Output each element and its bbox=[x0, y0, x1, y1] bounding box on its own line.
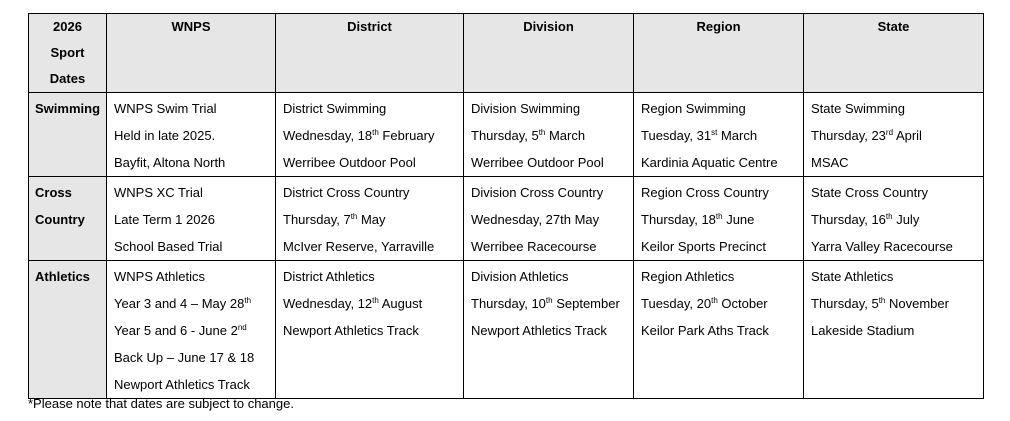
state-ath-date: Thursday, 5th November bbox=[811, 296, 949, 311]
wnps-ath-venue: Newport Athletics Track bbox=[114, 377, 250, 392]
state-xc-title: State Cross Country bbox=[811, 185, 929, 200]
header-row bbox=[29, 14, 984, 93]
row-label-swimming: Swimming bbox=[29, 93, 107, 177]
wnps-xc-title: WNPS XC Trial bbox=[114, 185, 203, 200]
state-ath-title: State Athletics bbox=[811, 269, 894, 284]
division-ath-date: Thursday, 10th September bbox=[471, 296, 620, 311]
row-cross-country bbox=[29, 177, 984, 261]
state-swim-title: State Swimming bbox=[811, 101, 905, 116]
header-division: Division bbox=[464, 14, 634, 93]
row-label-athletics: Athletics bbox=[29, 261, 107, 399]
cell-swimming-district bbox=[276, 93, 464, 177]
state-swim-date: Thursday, 23rd April bbox=[811, 128, 922, 143]
wnps-xc-date: Late Term 1 2026 bbox=[114, 212, 215, 227]
cell-swimming-state bbox=[804, 93, 984, 177]
cell-athletics-region bbox=[634, 261, 804, 399]
wnps-swim-title: WNPS Swim Trial bbox=[114, 101, 217, 116]
region-ath-date: Tuesday, 20th October bbox=[641, 296, 768, 311]
district-swim-date: Wednesday, 18th February bbox=[283, 128, 435, 143]
district-xc-title: District Cross Country bbox=[283, 185, 410, 200]
header-wnps: WNPS bbox=[107, 14, 276, 93]
region-swim-title: Region Swimming bbox=[641, 101, 746, 116]
region-xc-date: Thursday, 18th June bbox=[641, 212, 755, 227]
wnps-ath-backup: Back Up – June 17 & 18 bbox=[114, 350, 255, 365]
cell-xc-district bbox=[276, 177, 464, 261]
region-xc-venue: Keilor Sports Precinct bbox=[641, 239, 766, 254]
region-ath-title: Region Athletics bbox=[641, 269, 735, 284]
cell-athletics-state bbox=[804, 261, 984, 399]
header-year: 2026 bbox=[53, 19, 82, 34]
wnps-ath-year34: Year 3 and 4 – May 28th bbox=[114, 296, 252, 311]
region-ath-venue: Keilor Park Aths Track bbox=[641, 323, 769, 338]
sport-dates-table bbox=[28, 13, 984, 399]
sport-dates-table-container bbox=[28, 13, 983, 399]
cell-xc-state bbox=[804, 177, 984, 261]
wnps-swim-date: Held in late 2025. bbox=[114, 128, 216, 143]
cell-swimming-division bbox=[464, 93, 634, 177]
row-label-cross-country bbox=[29, 177, 107, 261]
header-dates: Dates bbox=[49, 71, 86, 86]
row-swimming bbox=[29, 93, 984, 177]
header-sport: Sport bbox=[50, 45, 85, 60]
state-ath-venue: Lakeside Stadium bbox=[811, 323, 915, 338]
row-athletics bbox=[29, 261, 984, 399]
wnps-ath-title: WNPS Athletics bbox=[114, 269, 206, 284]
region-swim-date: Tuesday, 31st March bbox=[641, 128, 758, 143]
header-region: Region bbox=[634, 14, 804, 93]
division-xc-date: Wednesday, 27th May bbox=[471, 212, 600, 227]
header-state: State bbox=[804, 14, 984, 93]
division-ath-title: Division Athletics bbox=[471, 269, 569, 284]
wnps-swim-venue: Bayfit, Altona North bbox=[114, 155, 226, 170]
cell-athletics-wnps bbox=[107, 261, 276, 399]
cell-swimming-wnps bbox=[107, 93, 276, 177]
header-district: District bbox=[276, 14, 464, 93]
division-swim-date: Thursday, 5th March bbox=[471, 128, 586, 143]
district-swim-title: District Swimming bbox=[283, 101, 387, 116]
cell-swimming-region bbox=[634, 93, 804, 177]
wnps-ath-year56: Year 5 and 6 - June 2nd bbox=[114, 323, 247, 338]
state-swim-venue: MSAC bbox=[811, 155, 849, 170]
district-xc-venue: McIver Reserve, Yarraville bbox=[283, 239, 435, 254]
division-ath-venue: Newport Athletics Track bbox=[471, 323, 607, 338]
footnote: *Please note that dates are subject to change. bbox=[28, 396, 294, 411]
division-xc-venue: Werribee Racecourse bbox=[471, 239, 597, 254]
header-year-sport-dates bbox=[29, 14, 107, 93]
cell-xc-division bbox=[464, 177, 634, 261]
division-swim-title: Division Swimming bbox=[471, 101, 581, 116]
division-swim-venue: Werribee Outdoor Pool bbox=[471, 155, 604, 170]
region-xc-title: Region Cross Country bbox=[641, 185, 769, 200]
district-xc-date: Thursday, 7th May bbox=[283, 212, 386, 227]
district-swim-venue: Werribee Outdoor Pool bbox=[283, 155, 416, 170]
district-ath-title: District Athletics bbox=[283, 269, 375, 284]
district-ath-venue: Newport Athletics Track bbox=[283, 323, 419, 338]
region-swim-venue: Kardinia Aquatic Centre bbox=[641, 155, 778, 170]
wnps-xc-venue: School Based Trial bbox=[114, 239, 223, 254]
cell-athletics-district bbox=[276, 261, 464, 399]
division-xc-title: Division Cross Country bbox=[471, 185, 604, 200]
cell-athletics-division bbox=[464, 261, 634, 399]
row-label-cross: Cross bbox=[35, 185, 72, 200]
district-ath-date: Wednesday, 12th August bbox=[283, 296, 423, 311]
cell-xc-wnps bbox=[107, 177, 276, 261]
state-xc-date: Thursday, 16th July bbox=[811, 212, 920, 227]
row-label-country: Country bbox=[35, 212, 85, 227]
cell-xc-region bbox=[634, 177, 804, 261]
state-xc-venue: Yarra Valley Racecourse bbox=[811, 239, 953, 254]
